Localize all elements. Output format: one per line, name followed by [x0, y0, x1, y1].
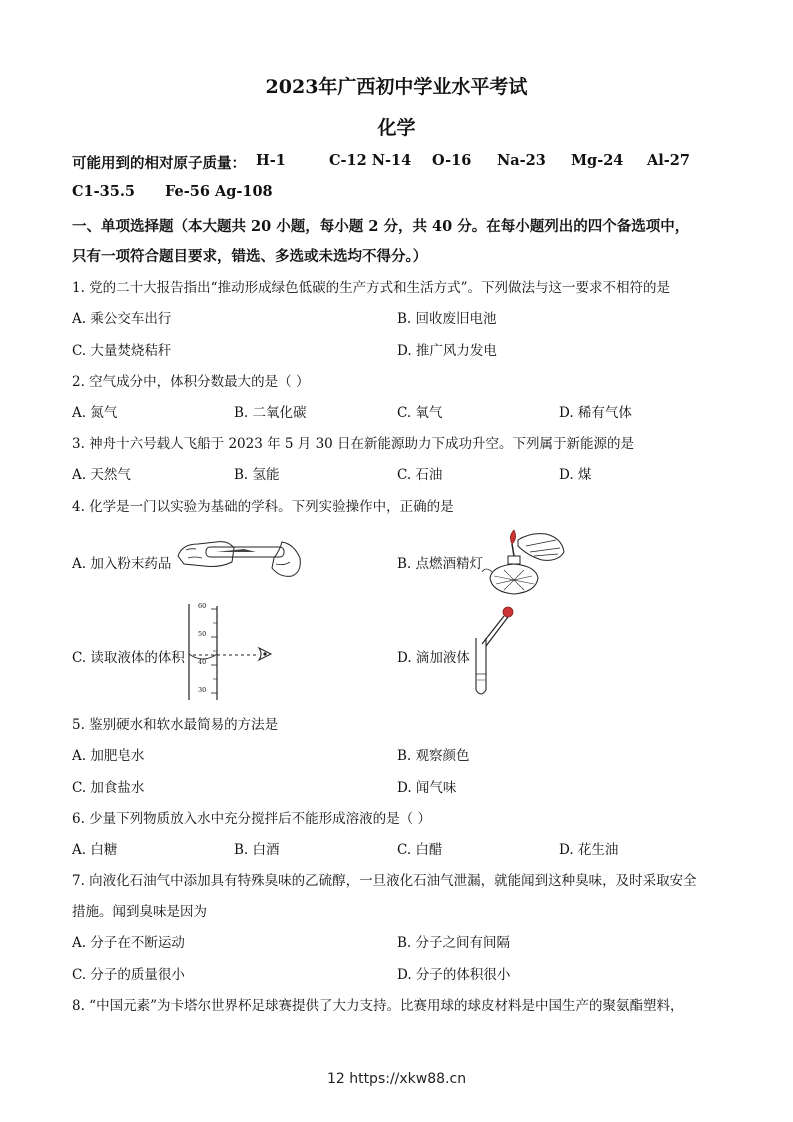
q7-option-d: D. 分子的体积很小 [397, 967, 511, 983]
q5-option-c: C. 加食盐水 [72, 780, 145, 796]
question-2-stem: 2. 空气成分中，体积分数最大的是（ ） [72, 374, 310, 390]
q1-option-d: D. 推广风力发电 [397, 343, 497, 359]
question-7-stem: 7. 向液化石油气中添加具有特殊臭味的乙硫醇，一旦液化石油气泄漏，就能闻到这种臭味，及时采取安全 [72, 873, 697, 889]
cylinder-tick-60: 60 [198, 602, 207, 610]
q4-option-d: D. 滴加液体 [397, 650, 470, 666]
page-footer: 12 https://xkw88.cn [326, 1071, 467, 1087]
question-7-stem-cont: 措施。闻到臭味是因为 [72, 904, 207, 920]
q6-option-a: A. 白糖 [72, 842, 118, 858]
q1-option-a: A. 乘公交车出行 [72, 311, 172, 327]
mass-al: Al-27 [647, 152, 690, 169]
powder-test-tube-illustration [176, 528, 306, 580]
cylinder-tick-50: 50 [198, 630, 207, 638]
mass-o: O-16 [432, 152, 472, 169]
dropper-test-tube-illustration [470, 604, 520, 700]
q2-option-d: D. 稀有气体 [559, 405, 632, 421]
q4-option-a: A. 加入粉末药品 [72, 556, 172, 572]
q3-option-d: D. 煤 [559, 467, 592, 483]
q7-option-c: C. 分子的质量很小 [72, 967, 185, 983]
q3-option-c: C. 石油 [397, 467, 443, 483]
question-3-stem: 3. 神舟十六号载人飞船于 2023 年 5 月 30 日在新能源助力下成功升空。下列属于新能源的是 [72, 436, 635, 452]
question-8-stem: 8. “中国元素”为卡塔尔世界杯足球赛提供了大力支持。比赛用球的球皮材料是中国生产的聚氨酯塑料， [72, 998, 684, 1014]
mass-c-n: C-12 N-14 [329, 152, 412, 169]
subject-title: 化学 [377, 117, 416, 139]
q6-option-b: B. 白酒 [234, 842, 280, 858]
section-heading-line1: 一、单项选择题（本大题共 20 小题，每小题 2 分，共 40 分。在每小题列出的四个备选项中， [72, 218, 690, 235]
mass-mg: Mg-24 [571, 152, 624, 169]
q2-option-c: C. 氧气 [397, 405, 443, 421]
q1-option-b: B. 回收废旧电池 [397, 311, 497, 327]
q1-option-c: C. 大量焚烧秸秆 [72, 343, 172, 359]
q3-option-b: B. 氢能 [234, 467, 280, 483]
q6-option-c: C. 白醋 [397, 842, 443, 858]
cylinder-tick-30: 30 [198, 686, 207, 694]
atomic-masses-label: 可能用到的相对原子质量： [72, 155, 246, 172]
section-heading-line2: 只有一项符合题目要求，错选、多选或未选均不得分。） [72, 248, 428, 265]
q2-option-b: B. 二氧化碳 [234, 405, 307, 421]
mass-fe-ag: Fe-56 Ag-108 [165, 183, 273, 200]
q5-option-d: D. 闻气味 [397, 780, 457, 796]
question-6-stem: 6. 少量下列物质放入水中充分搅拌后不能形成溶液的是（ ） [72, 811, 431, 827]
q2-option-a: A. 氮气 [72, 405, 118, 421]
q5-option-b: B. 观察颜色 [397, 748, 470, 764]
q4-option-c: C. 读取液体的体积 [72, 650, 185, 666]
q3-option-a: A. 天然气 [72, 467, 131, 483]
q6-option-d: D. 花生油 [559, 842, 619, 858]
mass-na: Na-23 [497, 152, 546, 169]
mass-cl: C1-35.5 [72, 183, 135, 200]
cylinder-tick-40: 40 [198, 658, 207, 666]
q7-option-b: B. 分子之间有间隔 [397, 935, 511, 951]
question-4-stem: 4. 化学是一门以实验为基础的学科。下列实验操作中，正确的是 [72, 499, 454, 515]
alcohol-lamp-illustration [478, 526, 568, 598]
q7-option-a: A. 分子在不断运动 [72, 935, 185, 951]
question-1-stem: 1. 党的二十大报告指出“推动形成绿色低碳的生产方式和生活方式”。下列做法与这一要求不相符的是 [72, 280, 670, 296]
question-5-stem: 5. 鉴别硬水和软水最简易的方法是 [72, 717, 279, 733]
page-title: 2023年广西初中学业水平考试 [265, 76, 528, 98]
q5-option-a: A. 加肥皂水 [72, 748, 145, 764]
q4-option-b: B. 点燃酒精灯 [397, 556, 484, 572]
mass-h: H-1 [256, 152, 286, 169]
